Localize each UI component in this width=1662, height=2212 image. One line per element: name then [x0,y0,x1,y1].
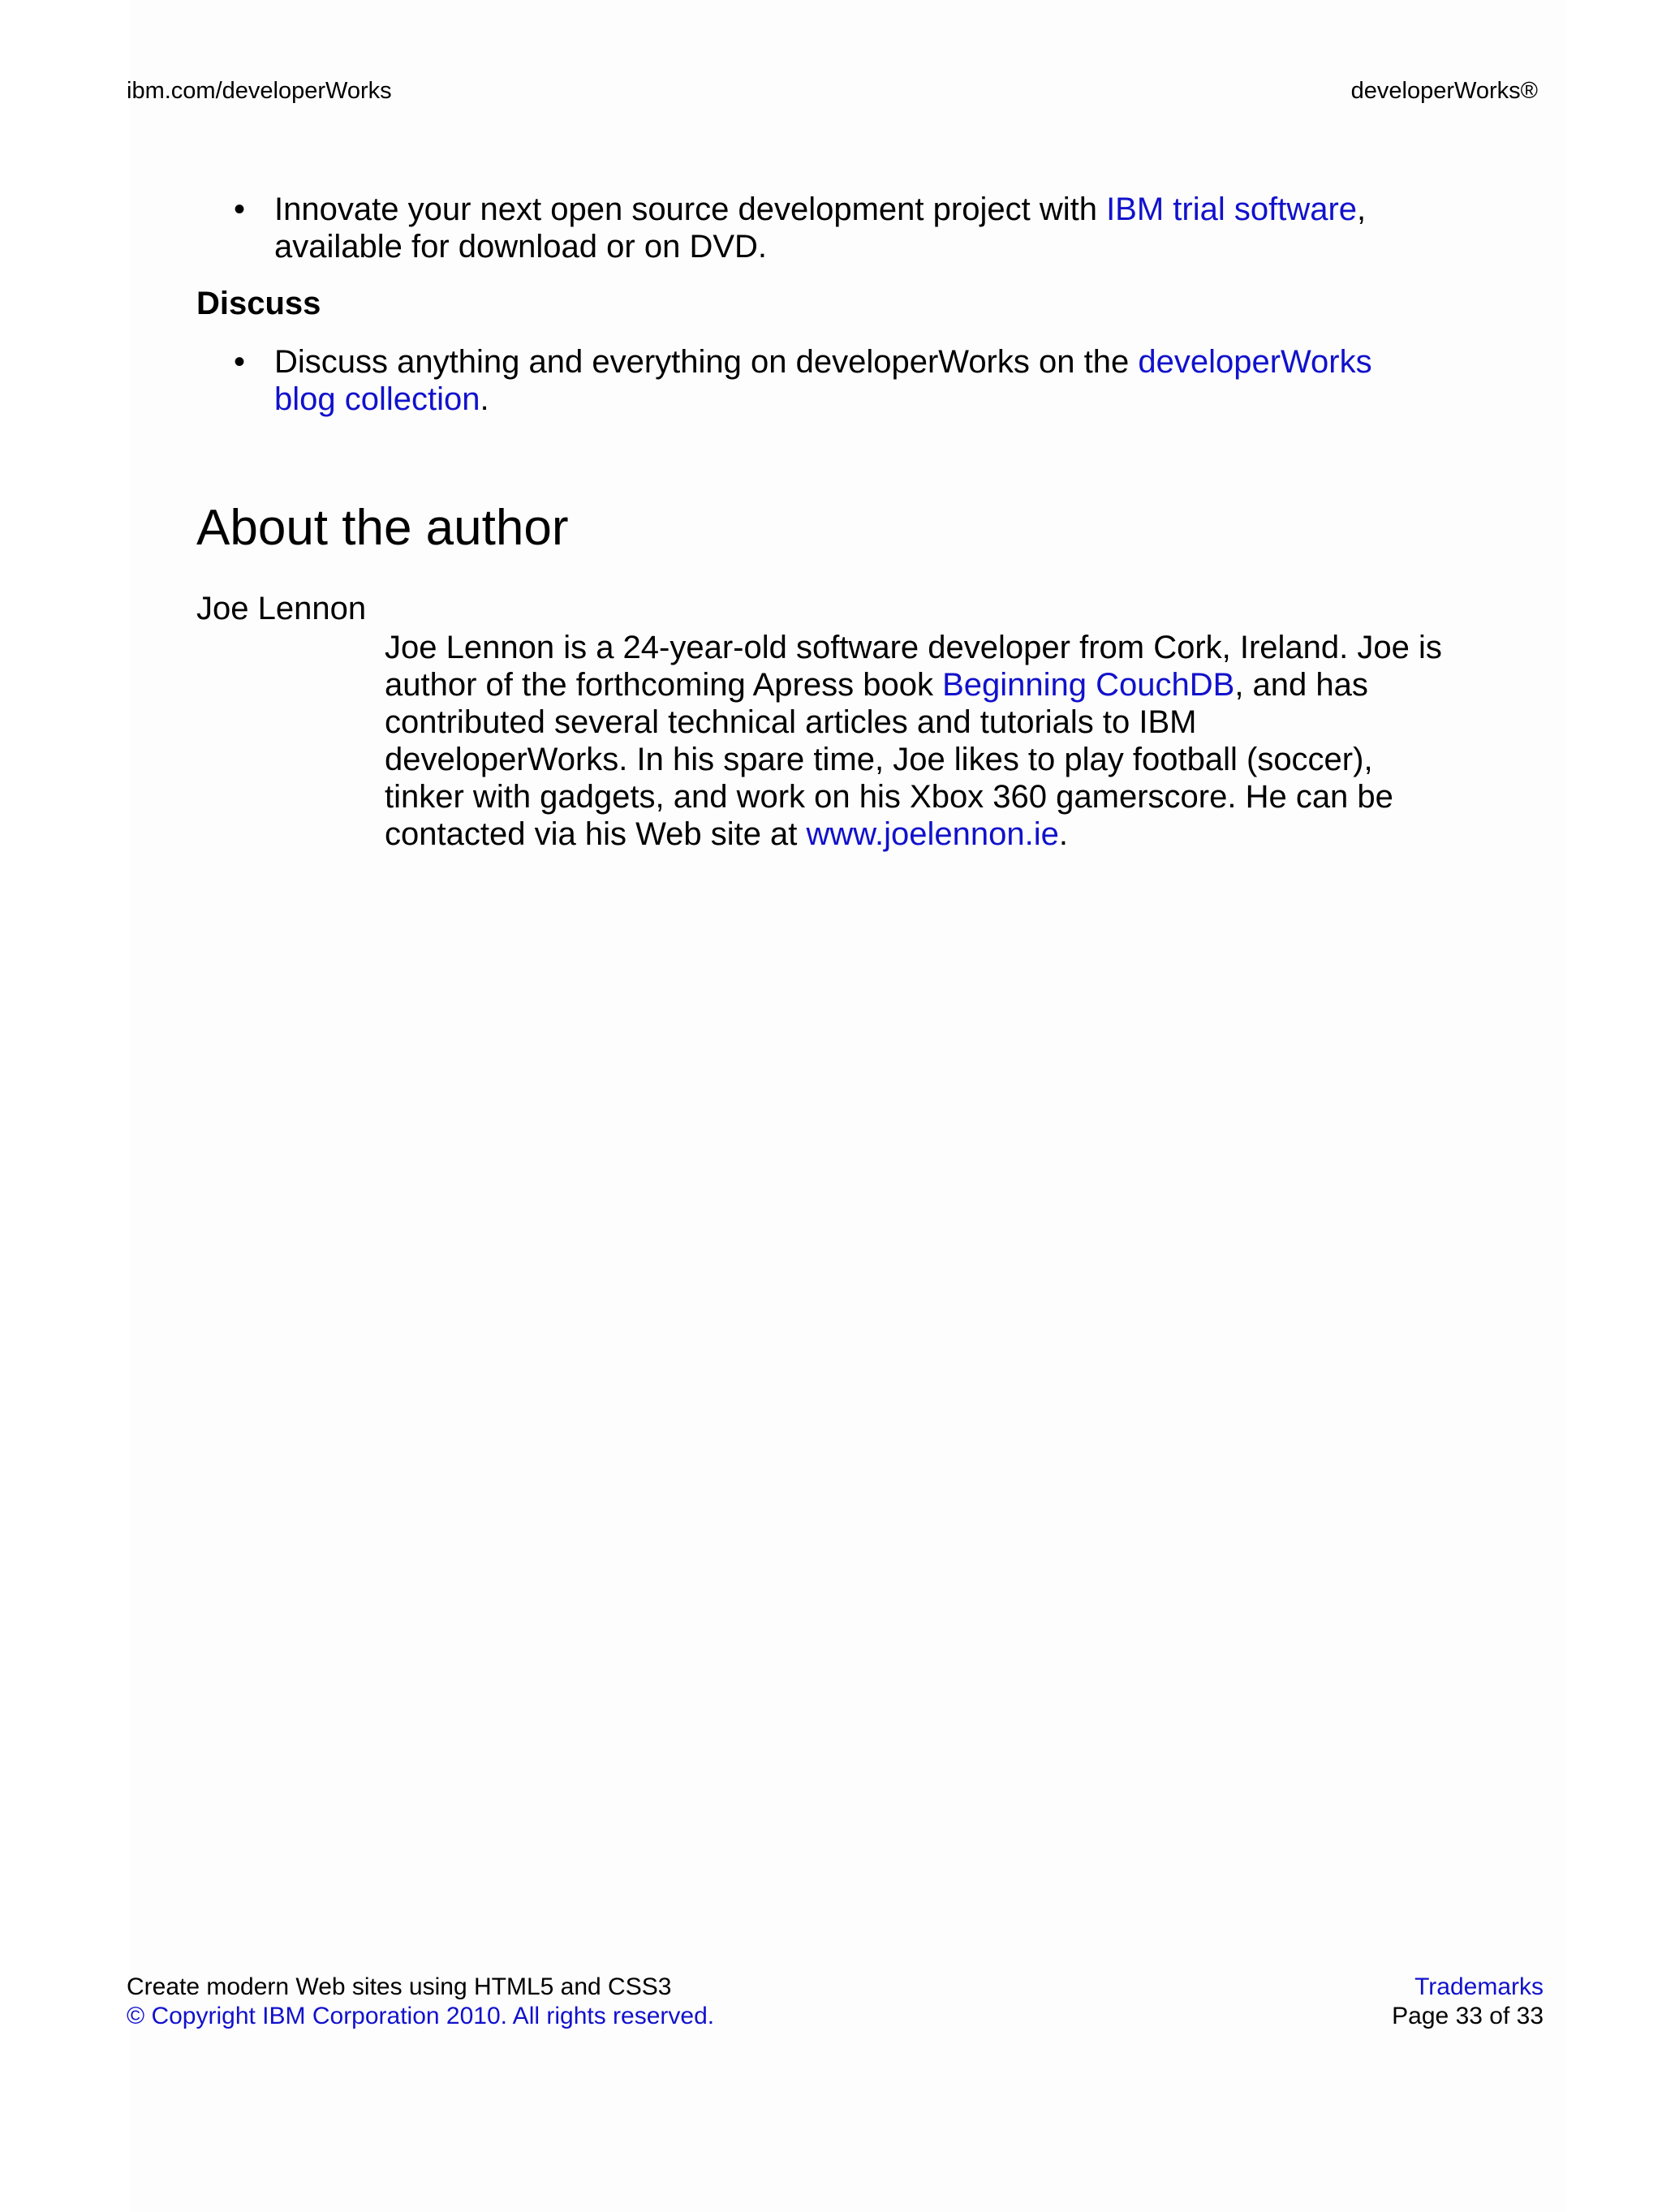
footer-right [1392,1973,1544,2031]
discuss-text-before: Discuss anything and everything on developerWorks on the [274,344,1139,380]
developerworks-blog-link[interactable]: developerWorks blog collection [274,344,1372,417]
page-content [196,191,1462,853]
resources-list [196,191,1462,265]
beginning-couchdb-link[interactable]: Beginning CouchDB [942,667,1235,703]
ibm-trial-software-link[interactable]: IBM trial software [1106,192,1358,227]
discuss-list [196,343,1462,418]
about-author-heading: About the author [196,500,569,556]
header-brand: developerWorks® [1350,78,1538,104]
page-number: Page 33 of 33 [1392,2003,1544,2029]
trial-text-before: Innovate your next open source development project with [274,192,1107,227]
list-item-trial-software [196,191,1427,265]
trial-text-after: , available for download or on DVD. [274,192,1367,265]
list-item-discuss [196,343,1427,418]
bio-text-part2: , and has contributed several technical articles and tutorials to IBM developerWorks. In his spare time, Joe likes to play football (soccer), tinker with gadgets, and work on his Xbox 360 gamerscore. He can be contacted via his Web site at [385,667,1393,852]
footer-left [127,1973,714,2031]
author-website-link[interactable]: www.joelennon.ie [806,816,1059,852]
author-name: Joe Lennon [196,591,367,626]
header-site-url: ibm.com/developerWorks [127,78,392,104]
bio-text-part3: . [1058,816,1068,852]
bio-text-part1: Joe Lennon is a 24-year-old software developer from Cork, Ireland. Joe is author of the forthcoming Apress book [385,630,1442,703]
discuss-heading: Discuss [196,286,321,321]
footer-article-title: Create modern Web sites using HTML5 and CSS3 [127,1973,672,2000]
bullet-icon: • [234,344,246,380]
bullet-icon: • [234,192,246,227]
discuss-text-after: . [480,381,489,417]
copyright-link[interactable]: © Copyright IBM Corporation 2010. All rights reserved. [127,2003,715,2029]
trademarks-link[interactable]: Trademarks [1414,1973,1544,2000]
author-bio [385,629,1448,853]
